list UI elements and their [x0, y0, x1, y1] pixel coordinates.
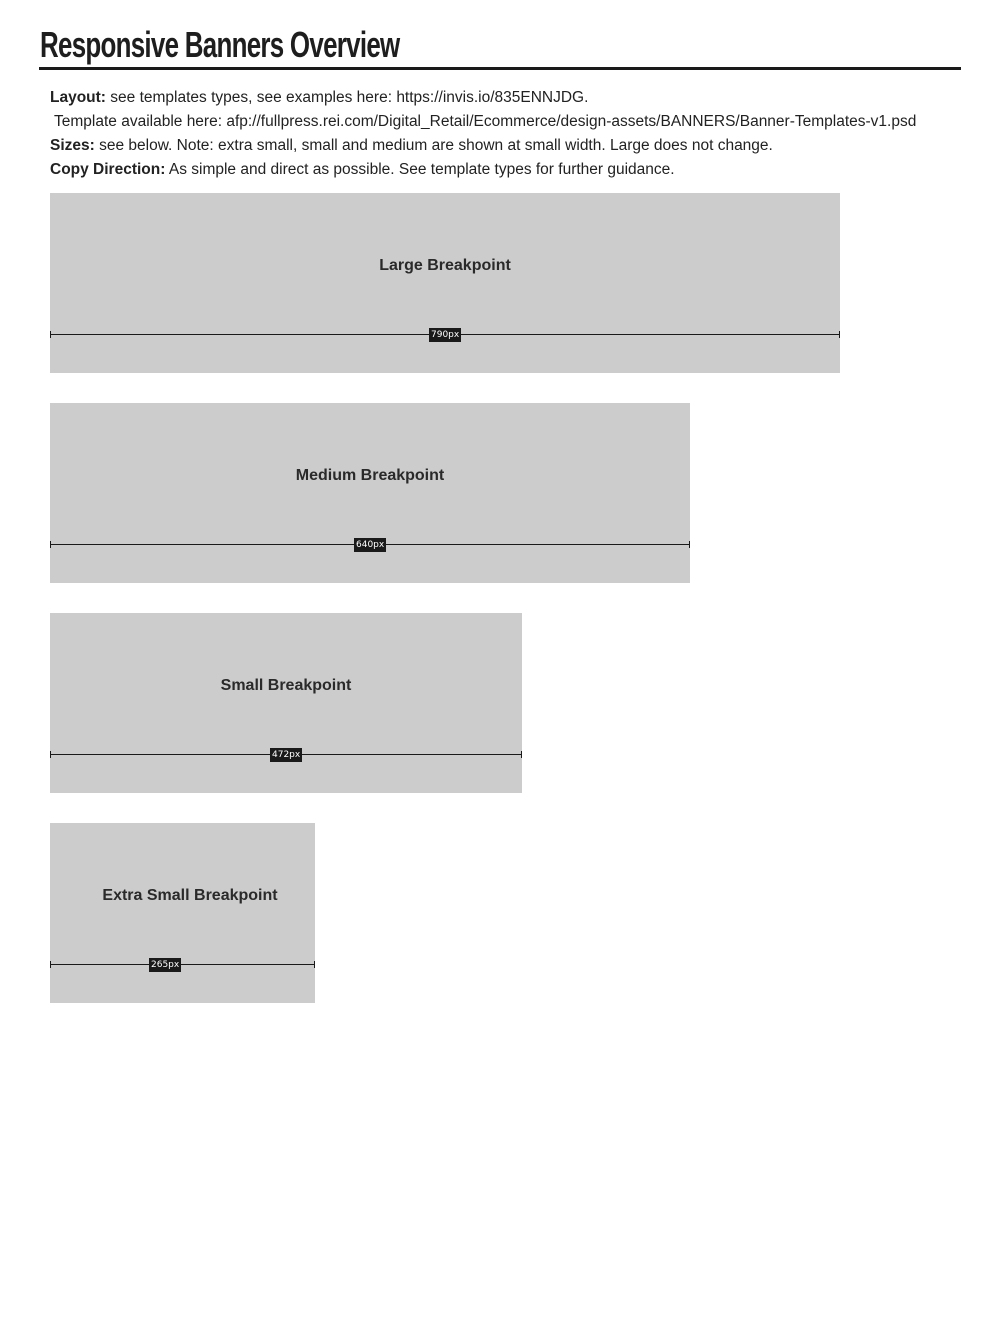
copy-direction-text: As simple and direct as possible. See template types for further guidance.: [165, 161, 675, 178]
width-tag: 472px: [272, 750, 301, 760]
width-measure-line: [50, 964, 315, 965]
measure-tick-right: [839, 331, 840, 338]
layout-label: Layout:: [50, 89, 106, 106]
info-block: [50, 86, 980, 182]
layout-line: [50, 86, 980, 110]
copy-direction-line: [50, 158, 980, 182]
sizes-label: Sizes:: [50, 137, 95, 154]
page-title: Responsive Banners Overview: [40, 24, 400, 65]
layout-text: see templates types, see examples here: https://invis.io/835ENNJDG.: [105, 89, 589, 106]
template-line: Template available here: afp://fullpress.rei.com/Digital_Retail/Ecommerce/design-assets/BANNERS/Banner-Templates-v1.psd: [54, 113, 917, 130]
width-tag: 640px: [356, 540, 385, 550]
measure-tick-right: [521, 751, 522, 758]
banner-large: [50, 193, 840, 373]
measure-tick-right: [314, 961, 315, 968]
copy-direction-label: Copy Direction:: [50, 161, 166, 178]
sizes-line: [50, 134, 980, 158]
measure-tick-left: [50, 331, 51, 338]
banner-label: Small Breakpoint: [220, 677, 352, 694]
sizes-text: see below. Note: extra small, small and medium are shown at small width. Large does not change.: [94, 137, 773, 154]
title-divider: [39, 67, 961, 70]
banner-label: Extra Small Breakpoint: [102, 887, 278, 904]
measure-tick-left: [50, 541, 51, 548]
width-tag: 790px: [431, 330, 460, 340]
measure-tick-left: [50, 751, 51, 758]
banner-extra-small: [50, 823, 315, 1003]
measure-tick-left: [50, 961, 51, 968]
banner-medium: [50, 403, 690, 583]
banner-label: Large Breakpoint: [379, 257, 511, 274]
banner-label: Medium Breakpoint: [295, 467, 445, 484]
banner-small: [50, 613, 522, 793]
measure-tick-right: [689, 541, 690, 548]
width-tag: 265px: [151, 960, 180, 970]
